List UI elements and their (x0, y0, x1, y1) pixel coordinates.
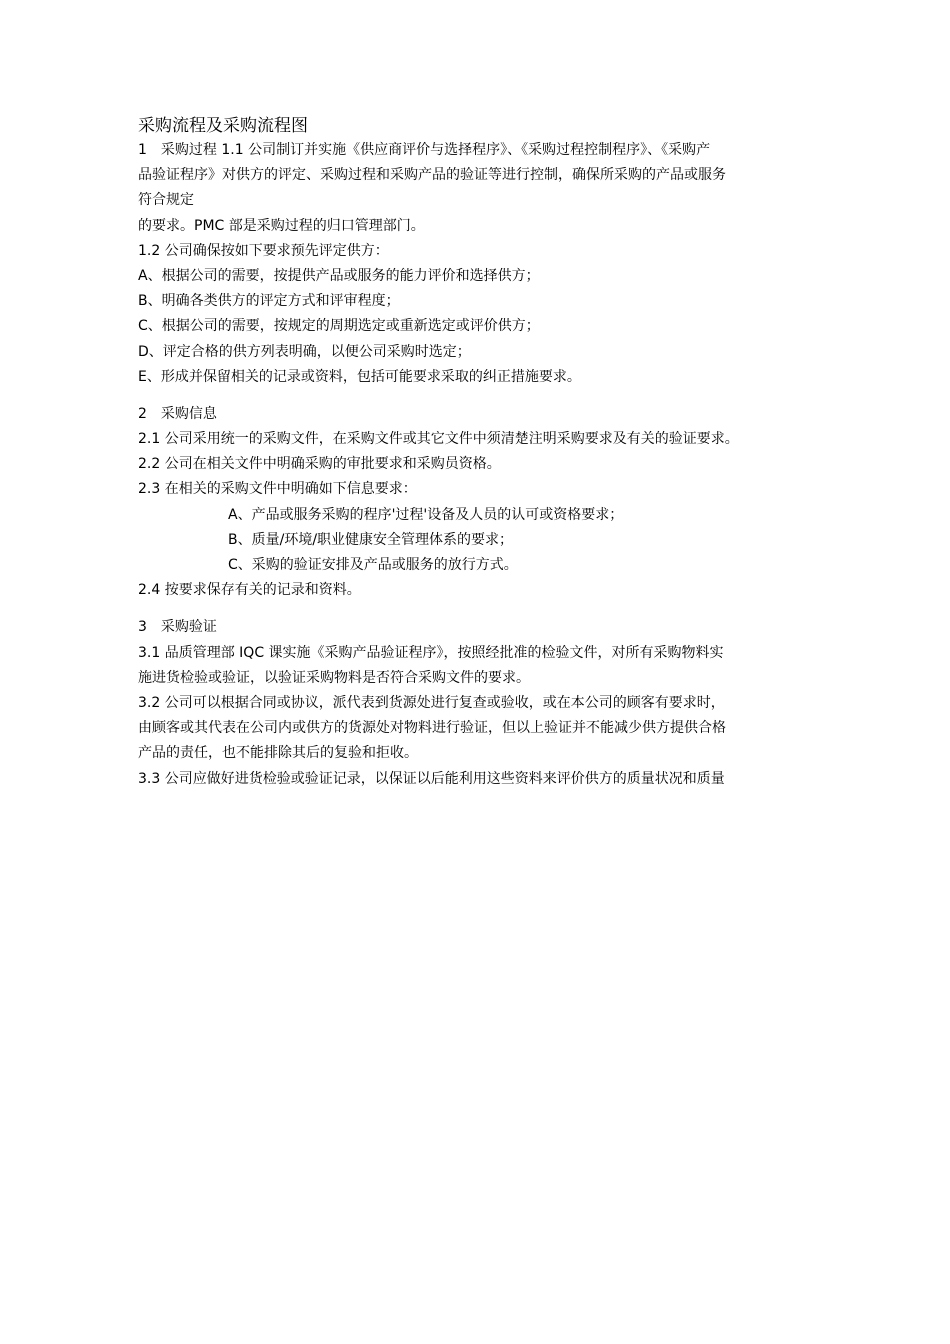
paragraph-line: 的要求。PMC 部是采购过程的归口管理部门。 (138, 217, 425, 234)
section-spacer (138, 390, 828, 402)
document-body (138, 114, 828, 792)
list-item: C、根据公司的需要，按规定的周期选定或重新选定或评价供方； (138, 318, 540, 335)
document-title: 采购流程及采购流程图 (138, 116, 308, 136)
list-item: C、采购的验证安排及产品或服务的放行方式。 (228, 557, 518, 573)
paragraph-line: 2.2 公司在相关文件中明确采购的审批要求和采购员资格。 (138, 456, 501, 473)
list-item: A、根据公司的需要，按提供产品或服务的能力评价和选择供方； (138, 267, 540, 284)
section-spacer (138, 603, 828, 615)
paragraph-line: 2.1 公司采用统一的采购文件，在采购文件或其它文件中须清楚注明采购要求及有关的验证要求。 (138, 431, 739, 448)
paragraph-line: 1.2 公司确保按如下要求预先评定供方： (138, 242, 389, 259)
paragraph-line: 产品的责任，也不能排除其后的复验和拒收。 (138, 745, 418, 762)
section-heading: 3 采购验证 (138, 619, 217, 636)
paragraph-line: 施进货检验或验证，以验证采购物料是否符合采购文件的要求。 (138, 669, 530, 686)
paragraph-line: 符合规定 (138, 192, 194, 209)
list-item: A、产品或服务采购的程序'过程'设备及人员的认可或资格要求； (228, 506, 624, 523)
list-item: D、评定合格的供方列表明确，以便公司采购时选定； (138, 343, 471, 360)
list-item: B、明确各类供方的评定方式和评审程度； (138, 293, 400, 310)
section-heading: 2 采购信息 (138, 405, 217, 422)
paragraph-line: 3.1 品质管理部 IQC 课实施《采购产品验证程序》，按照经批准的检验文件，对所有采购物料实 (138, 644, 724, 661)
list-item: E、形成并保留相关的记录或资料，包括可能要求采取的纠正措施要求。 (138, 368, 581, 385)
paragraph-line: 品验证程序》对供方的评定、采购过程和采购产品的验证等进行控制，确保所采购的产品或服务 (138, 167, 726, 184)
list-item: B、质量/环境/职业健康安全管理体系的要求； (228, 531, 514, 548)
paragraph-line: 2.4 按要求保存有关的记录和资料。 (138, 582, 361, 599)
paragraph-line: 1 采购过程 1.1 公司制订并实施《供应商评价与选择程序》、《采购过程控制程序》、《采购产 (138, 142, 711, 158)
paragraph-line: 由顾客或其代表在公司内或供方的货源处对物料进行验证，但以上验证并不能减少供方提供合格 (138, 720, 726, 737)
paragraph-line: 2.3 在相关的采购文件中明确如下信息要求： (138, 481, 417, 498)
paragraph-line: 3.2 公司可以根据合同或协议，派代表到货源处进行复查或验收，或在本公司的顾客有要求时， (138, 694, 725, 711)
paragraph-line: 3.3 公司应做好进货检验或验证记录，以保证以后能利用这些资料来评价供方的质量状况和质量 (138, 770, 725, 787)
